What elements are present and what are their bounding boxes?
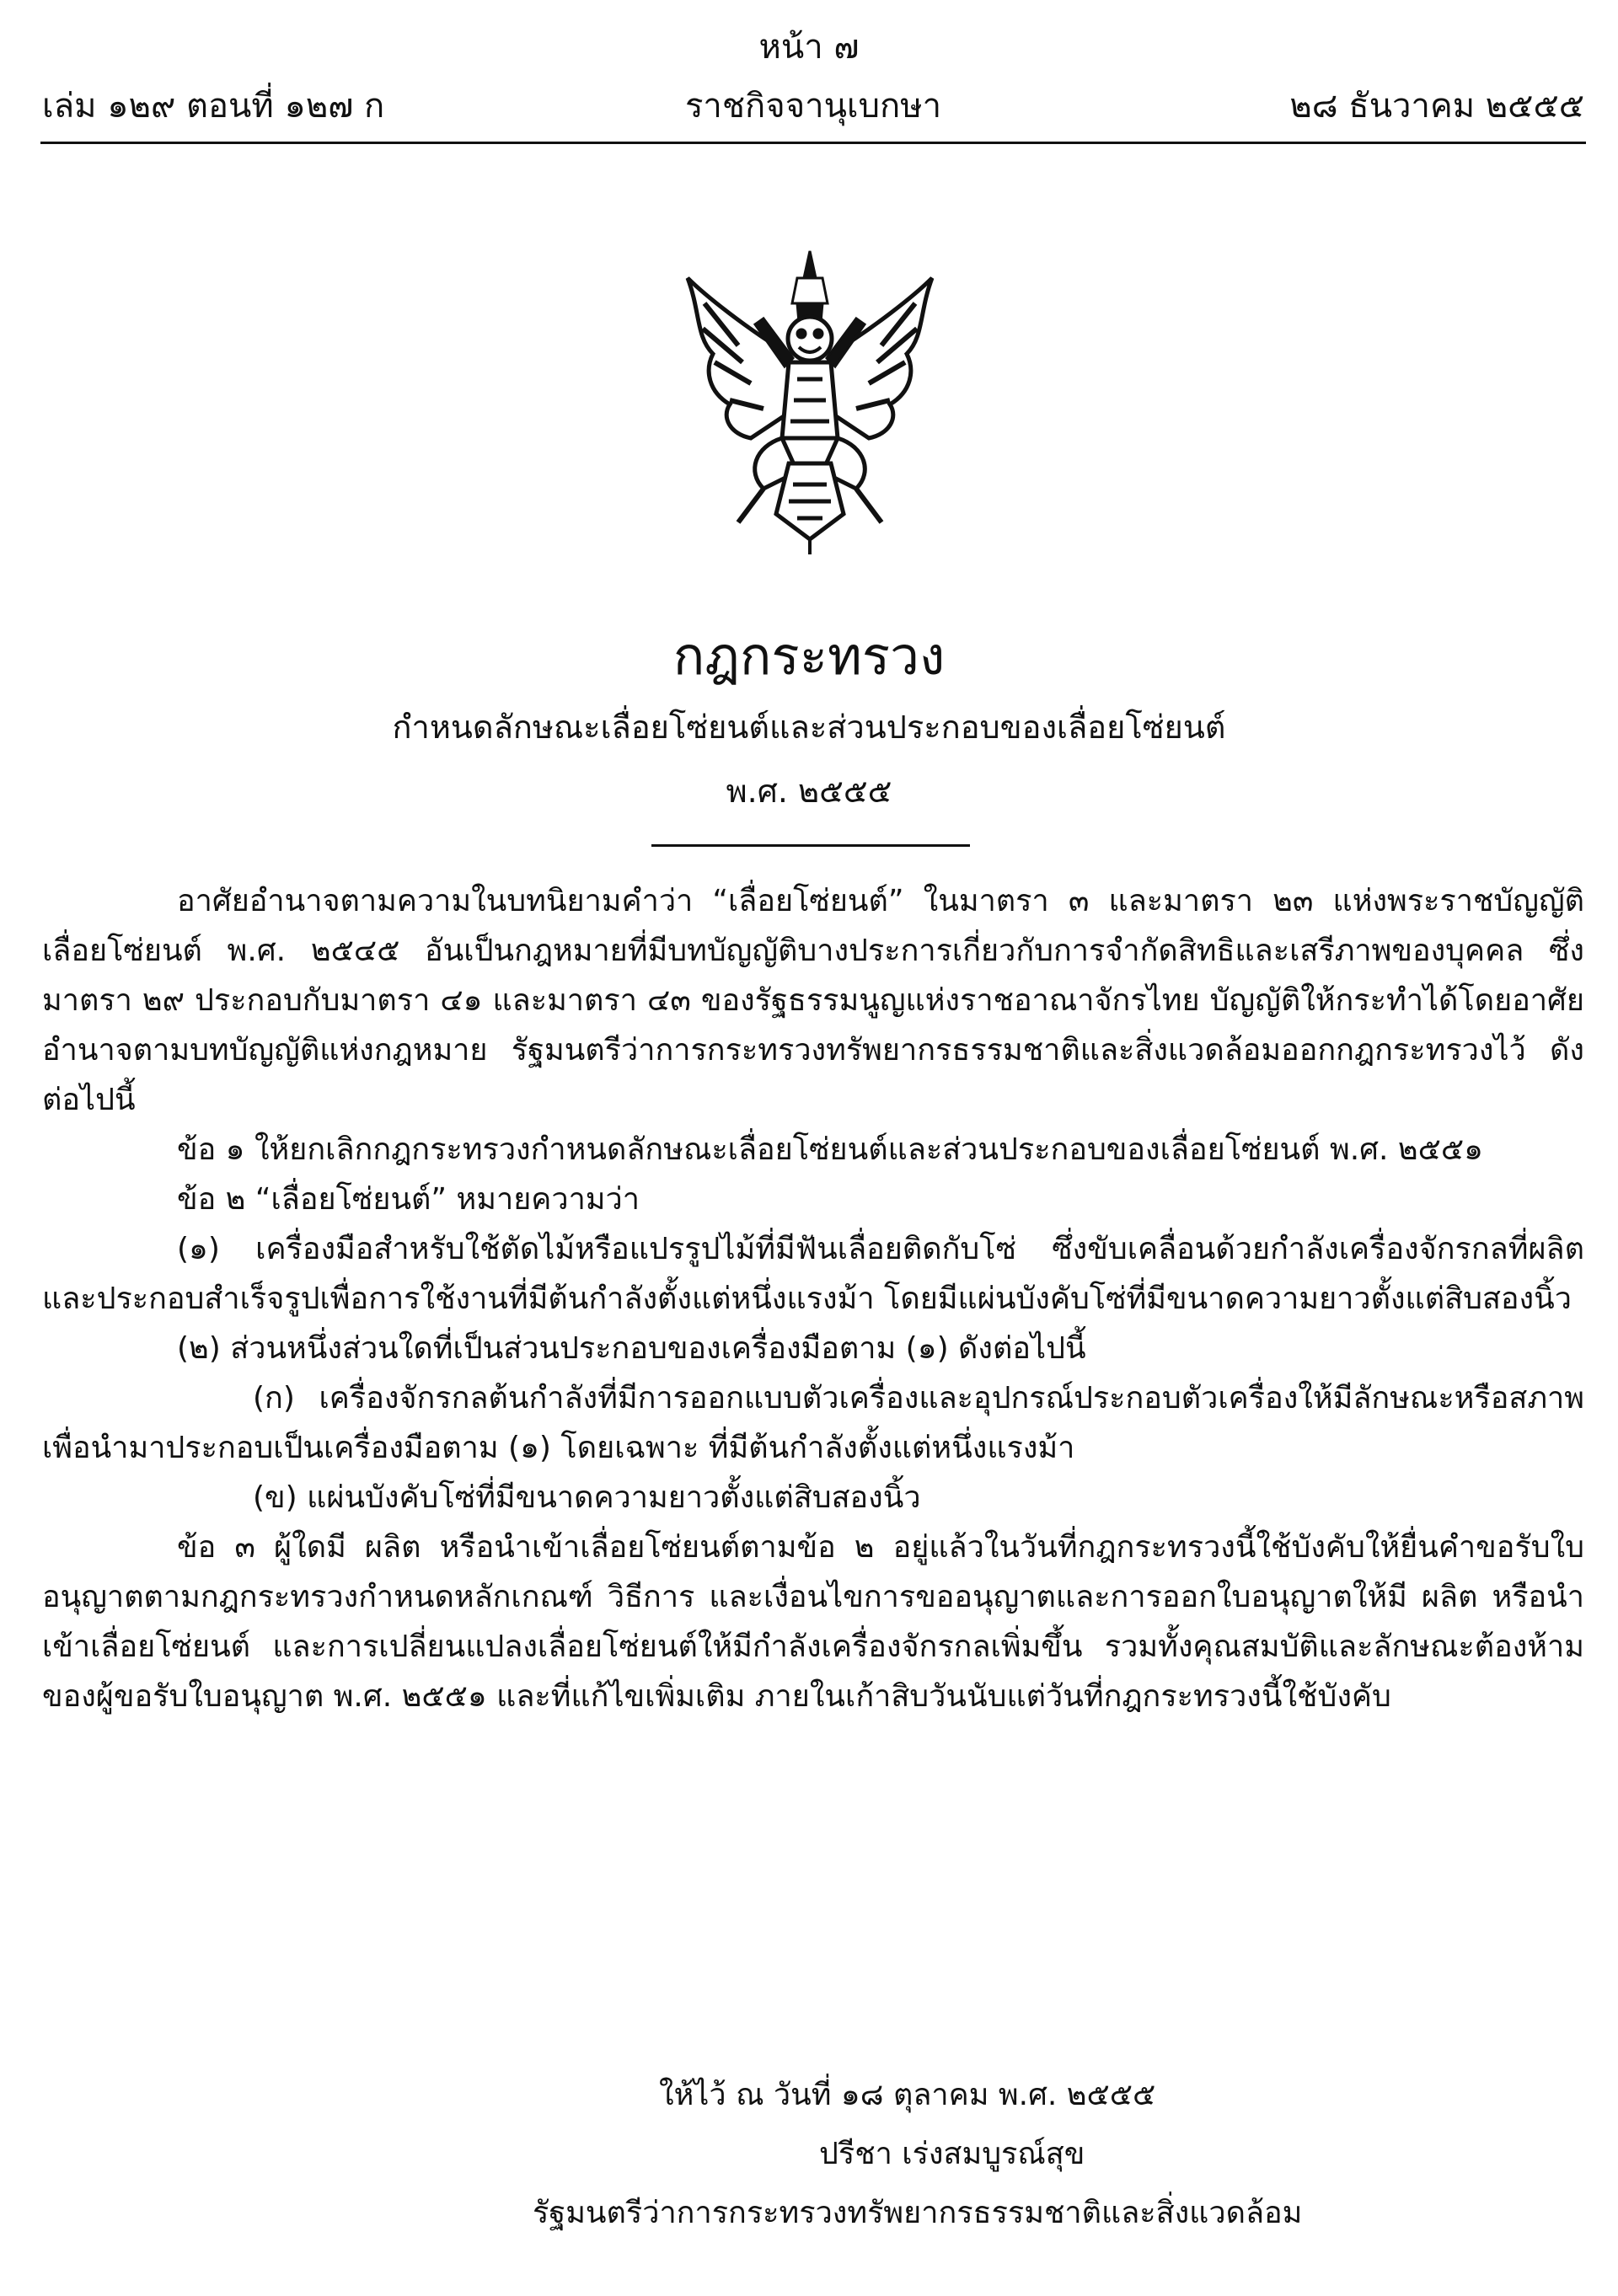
signatory-position: รัฐมนตรีว่าการกระทรวงทรัพยากรธรรมชาติและสิ่งแวดล้อม	[533, 2196, 1303, 2230]
header-divider	[40, 142, 1586, 144]
page-number: หน้า ๗	[758, 28, 860, 67]
clause-3: ข้อ ๓ ผู้ใดมี ผลิต หรือนำเข้าเลื่อยโซ่ยนต์ตามข้อ ๒ อยู่แล้วในวันที่กฎกระทรวงนี้ใช้บังคับให้ยื่นคำขอรับใบอนุญาตตามกฎกระทรวงกำหนดหลักเกณฑ์ วิธีการ และเงื่อนไขการขออนุญาตและการออกใบอนุญาตให้มี ผลิต หรือนำเข้าเลื่อยโซ่ยนต์ และการเปลี่ยนแปลงเลื่อยโซ่ยนต์ให้มีกำลังเครื่องจักรกลเพิ่มขึ้น รวมทั้งคุณสมบัติและลักษณะต้องห้ามของผู้ขอรับใบอนุญาต พ.ศ. ๒๕๕๑ และที่แก้ไขเพิ่มเติม ภายในเก้าสิบวันนับแต่วันที่กฎกระทรวงนี้ใช้บังคับ	[42, 1530, 1584, 1714]
garuda-emblem-icon	[671, 244, 949, 556]
given-date: ให้ไว้ ณ วันที่ ๑๘ ตุลาคม พ.ศ. ๒๕๕๕	[659, 2078, 1156, 2112]
document-title: กฎกระทรวง	[672, 625, 946, 687]
document-subtitle: กำหนดลักษณะเลื่อยโซ่ยนต์และส่วนประกอบของเลื่อยโซ่ยนต์	[392, 709, 1226, 746]
gazette-header	[42, 81, 1584, 131]
clause-2-item-2-b: (ข) แผ่นบังคับโซ่ที่มีขนาดความยาวตั้งแต่สิบสองนิ้ว	[253, 1480, 921, 1515]
document-year: พ.ศ. ๒๕๕๕	[726, 773, 892, 810]
clause-2-item-2: (๒) ส่วนหนึ่งส่วนใดที่เป็นส่วนประกอบของเครื่องมือตาม (๑) ดังต่อไปนี้	[177, 1331, 1086, 1366]
document-body	[42, 876, 1584, 1721]
clause-2-item-1: (๑) เครื่องมือสำหรับใช้ตัดไม้หรือแปรรูปไม้ที่มีฟันเลื่อยติดกับโซ่ ซึ่งขับเคลื่อนด้วยกำลังเครื่องจักรกลที่ผลิตและประกอบสำเร็จรูปเพื่อการใช้งานที่มีต้นกำลังตั้งแต่หนึ่งแรงม้า โดยมีแผ่นบังคับโซ่ที่มีขนาดความยาวตั้งแต่สิบสองนิ้ว	[42, 1232, 1584, 1316]
signatory-name: ปรีชา เร่งสมบูรณ์สุข	[819, 2137, 1085, 2171]
title-divider	[651, 844, 970, 847]
publication-date: ๒๘ ธันวาคม ๒๕๕๕	[1289, 87, 1584, 126]
clause-1: ข้อ ๑ ให้ยกเลิกกฎกระทรวงกำหนดลักษณะเลื่อยโซ่ยนต์และส่วนประกอบของเลื่อยโซ่ยนต์ พ.ศ. ๒๕๕๑	[177, 1132, 1483, 1167]
clause-2: ข้อ ๒ “เลื่อยโซ่ยนต์” หมายความว่า	[177, 1182, 640, 1217]
publication-name: ราชกิจจานุเบกษา	[684, 87, 942, 126]
clause-2-item-2-a: (ก) เครื่องจักรกลต้นกำลังที่มีการออกแบบตัวเครื่องและอุปกรณ์ประกอบตัวเครื่องให้มีลักษณะหรือสภาพเพื่อนำมาประกอบเป็นเครื่องมือตาม (๑) โดยเฉพาะ ที่มีต้นกำลังตั้งแต่หนึ่งแรงม้า	[42, 1381, 1584, 1465]
preamble-paragraph: อาศัยอำนาจตามความในบทนิยามคำว่า “เลื่อยโซ่ยนต์” ในมาตรา ๓ และมาตรา ๒๓ แห่งพระราชบัญญัติเลื่อยโซ่ยนต์ พ.ศ. ๒๕๔๕ อันเป็นกฎหมายที่มีบทบัญญัติบางประการเกี่ยวกับการจำกัดสิทธิและเสรีภาพของบุคคล ซึ่งมาตรา ๒๙ ประกอบกับมาตรา ๔๑ และมาตรา ๔๓ ของรัฐธรรมนูญแห่งราชอาณาจักรไทย บัญญัติให้กระทำได้โดยอาศัยอำนาจตามบทบัญญัติแห่งกฎหมาย รัฐมนตรีว่าการกระทรวงทรัพยากรธรรมชาติและสิ่งแวดล้อมออกกฎกระทรวงไว้ ดังต่อไปนี้	[42, 884, 1584, 1117]
volume-issue: เล่ม ๑๒๙ ตอนที่ ๑๒๗ ก	[42, 87, 385, 126]
